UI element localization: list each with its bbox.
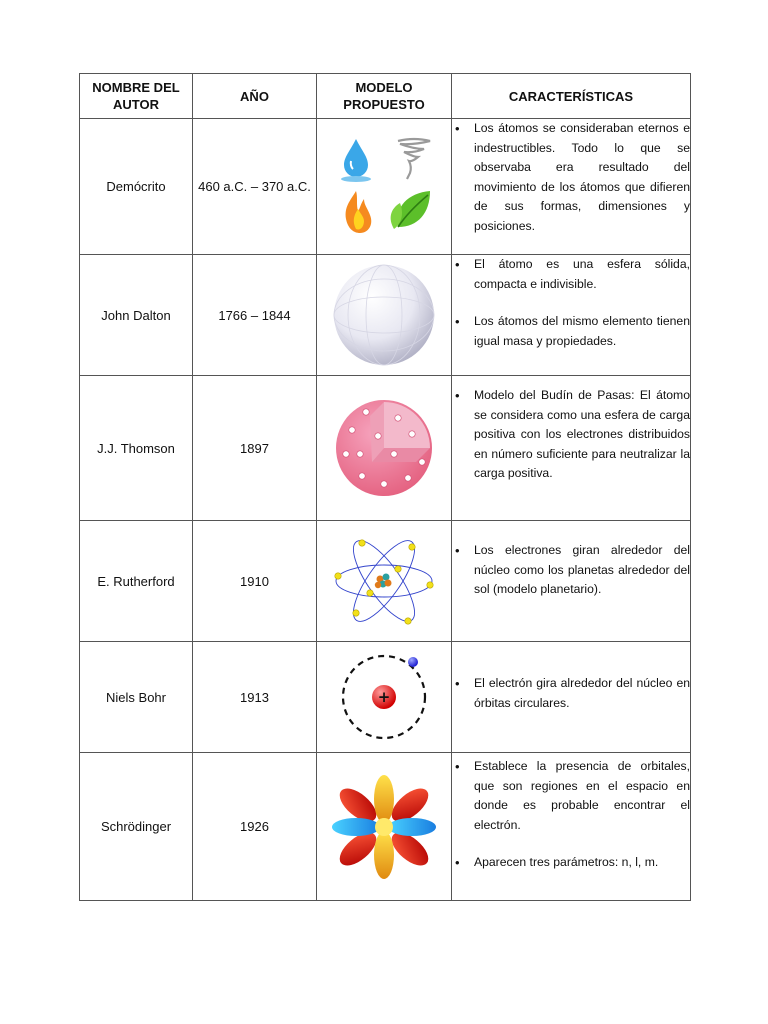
list-item: • El átomo es una esfera sólida, compacta e indivisible. bbox=[474, 255, 690, 294]
year-cell: 1910 bbox=[193, 521, 317, 642]
characteristics-list bbox=[452, 674, 690, 713]
table-row bbox=[80, 255, 691, 376]
year-cell: 1926 bbox=[193, 753, 317, 901]
table-row bbox=[80, 376, 691, 521]
author-cell: John Dalton bbox=[80, 255, 193, 376]
planetary-atom-icon bbox=[332, 529, 436, 633]
characteristics-list bbox=[452, 541, 690, 600]
model-image-cell bbox=[317, 521, 452, 642]
author-cell: J.J. Thomson bbox=[80, 376, 193, 521]
year-cell: 460 a.C. – 370 a.C. bbox=[193, 119, 317, 255]
characteristics-cell bbox=[452, 376, 691, 521]
list-item: • Establece la presencia de orbitales, que son regiones en el espacio en donde es probable encontrar el electrón. bbox=[474, 757, 690, 835]
header-author: NOMBRE DEL AUTOR bbox=[80, 74, 193, 119]
author-cell: Schrödinger bbox=[80, 753, 193, 901]
characteristics-list bbox=[452, 255, 690, 351]
author-cell: Niels Bohr bbox=[80, 642, 193, 753]
table-row bbox=[80, 642, 691, 753]
header-model: MODELO PROPUESTO bbox=[317, 74, 452, 119]
four-elements-icon bbox=[334, 135, 434, 239]
model-image-cell bbox=[317, 642, 452, 753]
characteristics-cell bbox=[452, 119, 691, 255]
list-item: • El electrón gira alrededor del núcleo en órbitas circulares. bbox=[474, 674, 690, 713]
model-image-cell bbox=[317, 376, 452, 521]
table-row bbox=[80, 119, 691, 255]
characteristics-cell bbox=[452, 642, 691, 753]
list-item: • Aparecen tres parámetros: n, l, m. bbox=[474, 853, 690, 873]
table-row bbox=[80, 753, 691, 901]
header-year: AÑO bbox=[193, 74, 317, 119]
list-item: • Modelo del Budín de Pasas: El átomo se considera como una esfera de carga positiva con los electrones distribuidos en número suficiente para neutralizar la carga positiva. bbox=[474, 386, 690, 484]
plum-pudding-icon bbox=[332, 396, 436, 500]
header-row bbox=[80, 74, 691, 119]
table-row bbox=[80, 521, 691, 642]
model-image-cell bbox=[317, 119, 452, 255]
characteristics-list bbox=[452, 386, 690, 484]
circular-orbit-icon bbox=[338, 651, 430, 743]
list-item: • Los átomos se consideraban eternos e indestructibles. Todo lo que se observaba era resultado del movimiento de los átomos que difieren de sus formas, dimensiones y posiciones. bbox=[474, 119, 690, 236]
characteristics-cell bbox=[452, 753, 691, 901]
characteristics-list bbox=[452, 757, 690, 873]
solid-sphere-icon bbox=[331, 262, 437, 368]
characteristics-cell bbox=[452, 521, 691, 642]
characteristics-list bbox=[452, 119, 690, 236]
orbital-lobes-icon bbox=[332, 775, 436, 879]
year-cell: 1897 bbox=[193, 376, 317, 521]
year-cell: 1913 bbox=[193, 642, 317, 753]
list-item: • Los electrones giran alrededor del núcleo como los planetas alrededor del sol (modelo planetario). bbox=[474, 541, 690, 600]
characteristics-cell bbox=[452, 255, 691, 376]
atomic-models-table bbox=[79, 73, 691, 901]
model-image-cell bbox=[317, 255, 452, 376]
author-cell: Demócrito bbox=[80, 119, 193, 255]
author-cell: E. Rutherford bbox=[80, 521, 193, 642]
model-image-cell bbox=[317, 753, 452, 901]
header-characteristics: CARACTERÍSTICAS bbox=[452, 74, 691, 119]
nucleus-plus-label: + bbox=[377, 688, 391, 706]
year-cell: 1766 – 1844 bbox=[193, 255, 317, 376]
list-item: • Los átomos del mismo elemento tienen igual masa y propiedades. bbox=[474, 312, 690, 351]
